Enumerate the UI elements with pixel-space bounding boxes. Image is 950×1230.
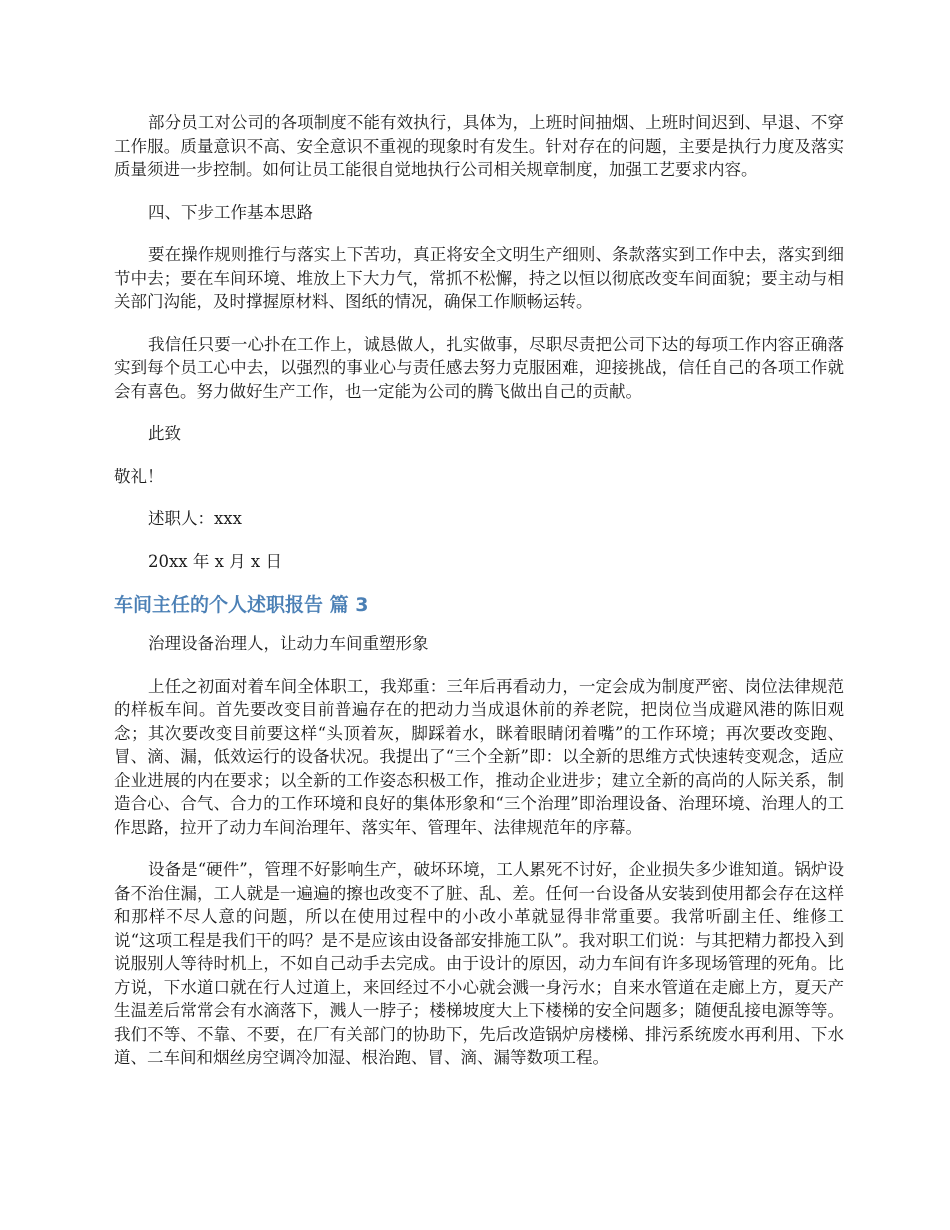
- document-body: [114, 111, 844, 1089]
- paragraph-work-plan: 要在操作规则推行与落实上下苦功，真正将安全文明生产细则、条款落实到工作中去，落实到细节中去；要在车间环境、堆放上下大力气，常抓不松懈，持之以恒以彻底改变车间面貌；要主动与相关部门沟能，及时撑握原材料、图纸的情况，确保工作顺畅运转。: [114, 245, 844, 311]
- paragraph-date: 20xx 年 x 月 x 日: [148, 551, 282, 571]
- paragraph-salutation: 此致: [148, 424, 181, 443]
- paragraph-subtitle: 治理设备治理人，让动力车间重塑形象: [148, 634, 429, 653]
- section-heading: 车间主任的个人述职报告 篇 3: [114, 594, 369, 616]
- paragraph-execution-issues: 部分员工对公司的各项制度不能有效执行，具体为，上班时间抽烟、上班时间迟到、早退、不穿工作服。质量意识不高、安全意识不重视的现象时有发生。针对存在的问题，主要是执行力度及落实质量须进一步控制。如何让员工能很自觉地执行公司相关规章制度，加强工艺要求内容。: [114, 113, 844, 179]
- paragraph-commitment: 我信任只要一心扑在工作上，诚恳做人，扎实做事，尽职尽责把公司下达的每项工作内容正确落实到每个员工心中去，以强烈的事业心与责任感去努力克服困难，迎接挑战，信任自己的各项工作就会有喜色。努力做好生产工作，也一定能为公司的腾飞做出自己的贡献。: [114, 334, 844, 401]
- paragraph-equipment: 设备是“硬件”，管理不好影响生产，破坏环境，工人累死不讨好，企业损失多少谁知道。锅炉设备不治住漏，工人就是一遍遍的擦也改变不了脏、乱、差。任何一台设备从安装到使用都会存在这样和那样不尽人意的问题，所以在使用过程中的小改小革就显得非常重要。我常听副主任、维修工说“这项工程是我们干的吗？是不是应该由设备部安排施工队”。我对职工们说：与其把精力都投入到说服别人等待时机上，不如自己动手去完成。由于设计的原因，动力车间有许多现场管理的死角。比方说，下水道口就在行人过道上，来回经过不小心就会溅一身污水；自来水管道在走廊上方，夏天产生温差后常常会有水滴落下，溅人一脖子；楼梯坡度大上下楼梯的安全问题多；随便乱接电源等等。我们不等、不靠、不要，在厂有关部门的协助下，先后改造锅炉房楼梯、排污系统废水再利用、下水道、二车间和烟丝房空调冷加湿、根治跑、冒、滴、漏等数项工程。: [114, 860, 844, 1067]
- paragraph-closing: 敬礼！: [114, 466, 164, 486]
- paragraph-section-four-title: 四、下步工作基本思路: [148, 202, 313, 222]
- paragraph-signature: 述职人：xxx: [148, 509, 242, 528]
- paragraph-taking-office: 上任之初面对着车间全体职工，我郑重：三年后再看动力，一定会成为制度严密、岗位法律规范的样板车间。首先要改变目前普遍存在的把动力当成退休前的养老院，把岗位当成避风港的陈旧观念；其次要改变目前要这样“头顶着灰，脚踩着水，眯着眼睛闭着嘴”的工作环境；再次要改变跑、冒、滴、漏，低效运行的设备状况。我提出了“三个全新”即：以全新的思维方式快速转变观念，适应企业进展的内在要求；以全新的工作姿态积极工作，推动企业进步；建立全新的高尚的人际关系，制造合心、合气、合力的工作环境和良好的集体形象和“三个治理”即治理设备、治理环境、治理人的工作思路，拉开了动力车间治理年、落实年、管理年、法律规范年的序幕。: [114, 676, 844, 837]
